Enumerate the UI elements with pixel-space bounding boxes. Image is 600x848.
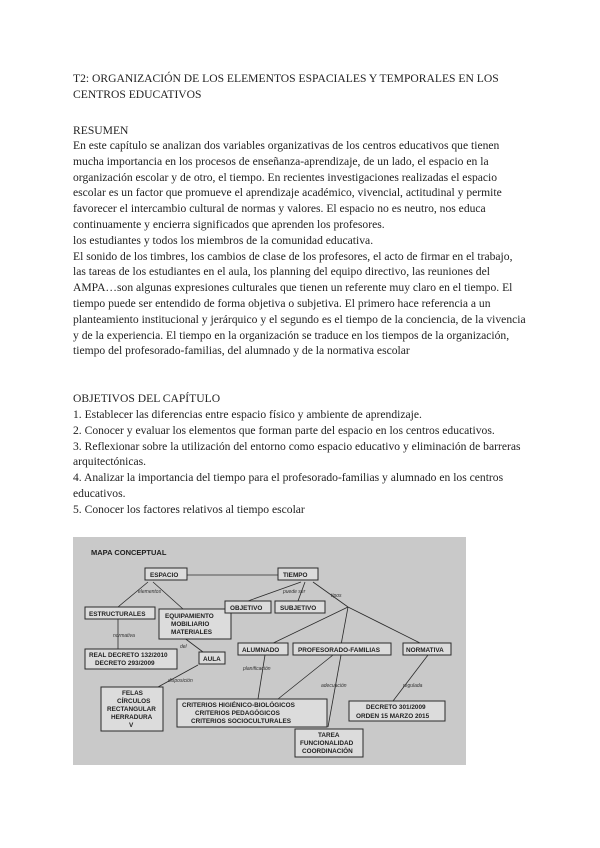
formas-label-2: CÍRCULOS [117, 698, 151, 705]
objetivo-item: 2. Conocer y evaluar los elementos que forman parte del espacio en los centros educativos. [73, 423, 495, 437]
link-normativa: normativa [113, 633, 135, 639]
equipamiento-label-3: MATERIALES [171, 629, 213, 636]
link-puede-ser: puede ser [283, 589, 306, 595]
estructurales-label: ESTRUCTURALES [89, 611, 146, 618]
objetivos-list [73, 407, 528, 518]
title-line-2: CENTROS EDUCATIVOS [73, 87, 202, 101]
link-del: del [180, 644, 187, 650]
formas-label-1: FELAS [122, 690, 143, 697]
decreto-label-1: DECRETO 301/2009 [366, 704, 426, 711]
link-planificacion: planificación [243, 666, 271, 672]
tarea-label-2: FUNCIONALIDAD [300, 740, 354, 747]
objetivo-item: 1. Establecer las diferencias entre espacio físico y ambiente de aprendizaje. [73, 408, 422, 421]
link-tipos: tipos [331, 593, 342, 599]
equipamiento-label-2: MOBILIARIO [171, 621, 210, 628]
resumen-paragraph-1: En este capítulo se analizan dos variables organizativas de los centros educativos que tienen mucha importancia en los procesos de enseñanza-aprendizaje, de un lado, el espacio en la organización escolar y de otro, el tiempo. En recientes investigaciones realizadas el espacio escolar es un factor que promueve el aprendizaje académico, vivencial, actitudinal y permite favorecer el intercambio cultural de normas y valores. El espacio no es neutro, nos educa continuamente y encierra significados que aprenden los profesores. [73, 139, 502, 231]
aula-label: AULA [203, 656, 221, 663]
real-decreto-label-2: DECRETO 293/2009 [95, 660, 155, 667]
concept-map-diagram [73, 537, 466, 765]
concept-map-image [73, 537, 466, 765]
link-elementos: elementos [138, 589, 162, 595]
objetivo-item: 5. Conocer los factores relativos al tiempo escolar [73, 502, 305, 516]
objetivo-item: 4. Analizar la importancia del tiempo para el profesorado-familias y alumnado en los centros educativos. [73, 471, 504, 500]
profesorado-label: PROFESORADO-FAMILIAS [298, 647, 381, 654]
link-regulada: regulada [403, 683, 423, 689]
objetivo-label: OBJETIVO [230, 605, 263, 612]
concept-map-heading: MAPA CONCEPTUAL [91, 548, 167, 557]
document-title [73, 71, 528, 103]
link-adecuacion: adecuación [321, 683, 347, 689]
criterios-label-2: CRITERIOS PEDAGÓGICOS [195, 710, 280, 717]
criterios-label-1: CRITERIOS HIGIÉNICO-BIOLÓGICOS [182, 702, 295, 709]
objetivos-heading: OBJETIVOS DEL CAPÍTULO [73, 392, 221, 405]
title-line-1: T2: ORGANIZACIÓN DE LOS ELEMENTOS ESPACIALES Y TEMPORALES EN LOS [73, 72, 499, 85]
equipamiento-label-1: EQUIPAMIENTO [165, 613, 214, 620]
formas-label-4: HERRADURA [111, 714, 153, 721]
normativa-label: NORMATIVA [406, 647, 444, 654]
objetivo-item: 3. Reflexionar sobre la utilización del entorno como espacio educativo y eliminación de barreras arquitectónicas. [73, 439, 521, 469]
tarea-label-1: TAREA [318, 732, 340, 739]
resumen-body [73, 138, 528, 359]
real-decreto-label-1: REAL DECRETO 132/2010 [89, 652, 168, 659]
alumnado-label: ALUMNADO [242, 647, 280, 654]
resumen-heading: RESUMEN [73, 124, 129, 137]
subjetivo-label: SUBJETIVO [280, 605, 317, 612]
tiempo-label: TIEMPO [283, 572, 308, 579]
espacio-label: ESPACIO [150, 572, 179, 579]
resumen-paragraph-3: El sonido de los timbres, los cambios de clase de los profesores, el acto de firmar en el trabajo, las tareas de los estudiantes en el aula, los planning del equipo directivo, las reuniones del AMPA…son algunas expresiones culturales que tienen un referente muy claro en el tiempo. El tiempo puede ser entendido de forma objetiva o subjetiva. El primero hace referencia a un planteamiento institucional y jerárquico y el segundo es el tiempo de la conciencia, de la vivencia y de la experiencia. El tiempo en la organización se traduce en los tiempos de la organización, tiempo del profesorado-familias, del alumnado y de la normativa escolar [73, 249, 526, 358]
link-disposicion: disposición [168, 678, 193, 684]
resumen-paragraph-2: los estudiantes y todos los miembros de la comunidad educativa. [73, 233, 374, 247]
tarea-label-3: COORDINACIÓN [302, 748, 353, 755]
formas-label-5: V [129, 722, 134, 729]
criterios-label-3: CRITERIOS SOCIOCULTURALES [191, 718, 292, 725]
formas-label-3: RECTANGULAR [107, 706, 156, 713]
decreto-label-2: ORDEN 15 MARZO 2015 [356, 713, 430, 720]
